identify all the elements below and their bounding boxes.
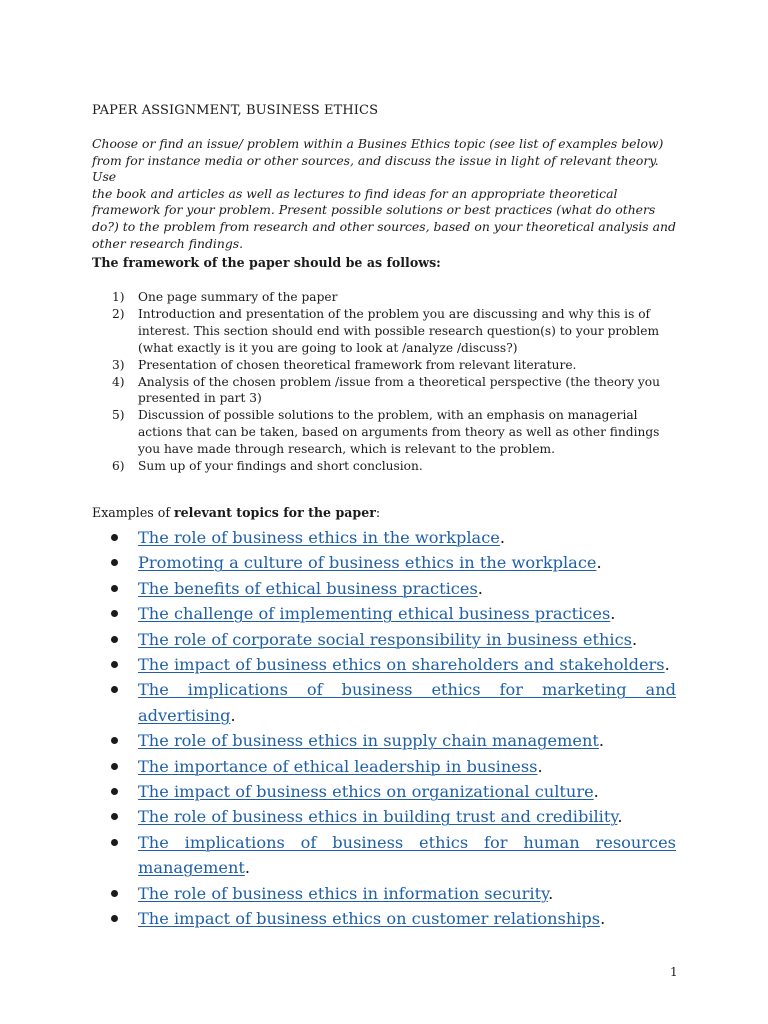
- framework-item-line: Analysis of the chosen problem /issue from a theoretical perspective (the theory you: [138, 374, 660, 389]
- topic-period: .: [593, 782, 599, 802]
- framework-item-number: 4): [112, 374, 125, 389]
- topic-period: .: [600, 909, 606, 929]
- topic-period: .: [664, 655, 670, 675]
- framework-item: [92, 306, 682, 357]
- bullet-icon: [111, 839, 118, 846]
- bullet-icon: [111, 534, 118, 541]
- topic-period: .: [610, 604, 616, 624]
- examples-intro: [92, 505, 380, 520]
- bullet-icon: [111, 737, 118, 744]
- framework-item-line: Sum up of your findings and short conclusion.: [138, 459, 423, 474]
- framework-item: [92, 289, 682, 306]
- topic-link[interactable]: The role of business ethics in information security: [138, 883, 549, 903]
- framework-item-number: 6): [112, 459, 125, 474]
- intro-line: from for instance media or other sources, and discuss the issue in light of relevant theory. Use: [92, 152, 659, 185]
- framework-item-line: (what exactly is it you are going to look at /analyze /discuss?): [138, 340, 518, 355]
- topic-link[interactable]: Promoting a culture of business ethics in the workplace: [138, 553, 597, 573]
- topic-item: [92, 677, 676, 728]
- framework-list: [92, 289, 682, 475]
- intro-line: the book and articles as well as lectures to find ideas for an appropriate theoretical: [92, 185, 618, 201]
- bullet-icon: [111, 610, 118, 617]
- bullet-icon: [111, 788, 118, 795]
- topic-link[interactable]: The challenge of implementing ethical business practices: [138, 604, 611, 624]
- topic-link[interactable]: The role of corporate social responsibility in business ethics: [138, 629, 632, 649]
- topic-item: [92, 906, 676, 931]
- framework-item-line: interest. This section should end with possible research question(s) to your problem: [138, 323, 660, 338]
- framework-item-line: presented in part 3): [138, 391, 262, 406]
- topic-period: .: [537, 756, 543, 776]
- framework-item-line: Introduction and presentation of the problem you are discussing and why this is of: [138, 306, 651, 321]
- topic-item: [92, 804, 676, 829]
- topic-item: [92, 754, 676, 779]
- topic-period: .: [477, 578, 483, 598]
- page-title: PAPER ASSIGNMENT, BUSINESS ETHICS: [92, 103, 379, 118]
- topic-link[interactable]: The importance of ethical leadership in business: [138, 756, 538, 776]
- topic-period: .: [230, 705, 236, 725]
- intro-paragraph: [92, 136, 682, 252]
- intro-line: other research findings.: [92, 235, 244, 251]
- bullet-icon: [111, 661, 118, 668]
- topic-period: .: [631, 629, 638, 649]
- topic-item: [92, 601, 676, 626]
- examples-bold: relevant topics for the paper: [174, 505, 376, 520]
- topic-link[interactable]: The role of business ethics in the workplace: [138, 528, 500, 547]
- framework-item-number: 1): [112, 290, 125, 304]
- page-number: 1: [670, 965, 678, 979]
- intro-line: framework for your problem. Present possible solutions or best practices (what do others: [92, 202, 656, 218]
- bullet-icon: [111, 813, 118, 820]
- topic-period: .: [499, 528, 506, 547]
- bullet-icon: [111, 636, 118, 643]
- bullet-icon: [111, 686, 118, 693]
- framework-item: [92, 458, 682, 475]
- framework-item-number: 5): [112, 408, 125, 423]
- bullet-icon: [111, 559, 118, 566]
- framework-heading: The framework of the paper should be as follows:: [92, 255, 441, 270]
- bullet-icon: [111, 763, 118, 770]
- topic-item: [92, 779, 676, 804]
- topic-link[interactable]: The implications of business ethics for human resources management: [138, 832, 676, 878]
- framework-item: [92, 374, 682, 408]
- topic-link[interactable]: The role of business ethics in building trust and credibility: [138, 807, 618, 827]
- topic-period: .: [598, 731, 605, 751]
- topic-link[interactable]: The impact of business ethics on shareholders and stakeholders: [138, 655, 665, 675]
- topic-period: .: [596, 553, 602, 573]
- examples-suffix: :: [375, 505, 381, 520]
- topic-item: [92, 525, 676, 550]
- topic-item: [92, 728, 676, 753]
- topic-period: .: [548, 883, 554, 903]
- bullet-icon: [111, 585, 118, 592]
- topic-item: [92, 627, 676, 652]
- framework-item: [92, 407, 682, 458]
- topic-link[interactable]: The impact of business ethics on customer relationships: [138, 909, 601, 929]
- framework-item-line: Discussion of possible solutions to the problem, with an emphasis on managerial: [138, 408, 638, 423]
- examples-prefix: Examples of: [92, 505, 175, 520]
- topic-link[interactable]: The implications of business ethics for marketing and advertising: [138, 680, 676, 725]
- topic-link[interactable]: The benefits of ethical business practices: [138, 578, 478, 598]
- framework-item-line: Presentation of chosen theoretical framework from relevant literature.: [138, 357, 577, 372]
- intro-line: Choose or find an issue/ problem within a Busines Ethics topic (see list of examples below): [92, 136, 664, 151]
- topic-link[interactable]: The impact of business ethics on organizational culture: [138, 782, 594, 802]
- topic-period: .: [617, 807, 623, 827]
- topic-item: [92, 550, 676, 575]
- topic-period: .: [244, 858, 251, 878]
- bullet-icon: [111, 890, 118, 897]
- framework-item-line: actions that can be taken, based on arguments from theory as well as other findings: [138, 425, 660, 440]
- topic-item: [92, 576, 676, 601]
- bullet-icon: [111, 915, 118, 922]
- framework-item-number: 2): [112, 306, 125, 321]
- topic-link[interactable]: The role of business ethics in supply chain management: [138, 731, 599, 751]
- topic-item: [92, 652, 676, 677]
- topic-item: [92, 881, 676, 906]
- framework-item: [92, 357, 682, 374]
- topics-list: [92, 525, 676, 932]
- framework-item-number: 3): [112, 357, 125, 372]
- intro-line: do?) to the problem from research and other sources, based on your theoretical analysis and: [92, 218, 676, 234]
- topic-item: [92, 830, 676, 881]
- framework-item-line: One page summary of the paper: [138, 290, 338, 304]
- framework-item-line: you have made through research, which is relevant to the problem.: [138, 442, 555, 457]
